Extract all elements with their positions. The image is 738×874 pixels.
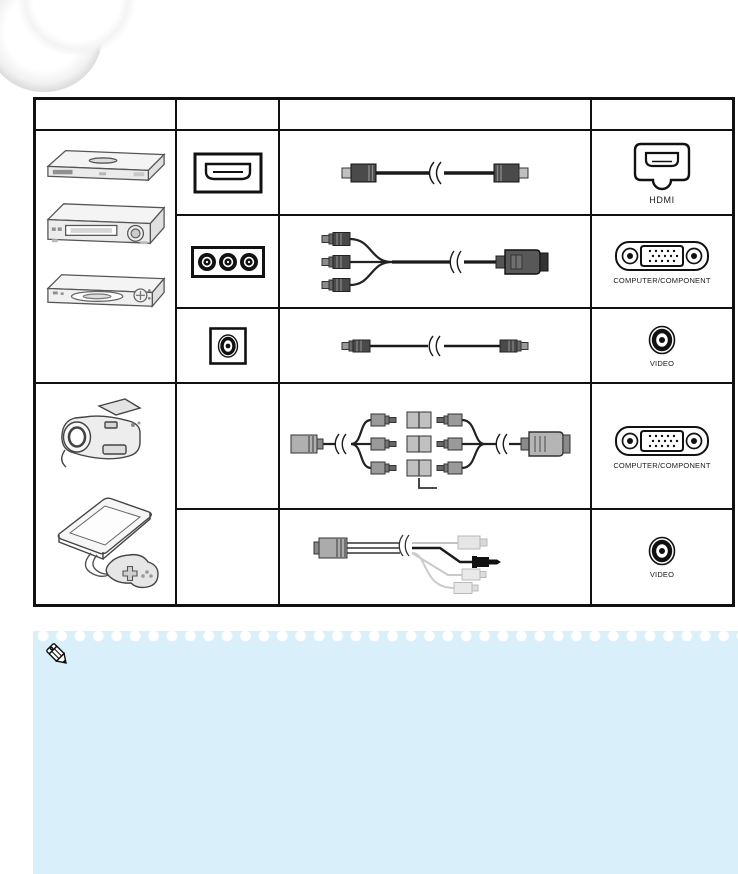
component-adapter-cable [285,400,585,492]
source-terminal-empty-cell-2 [177,510,280,604]
vga-terminal-icon [614,423,710,459]
terminal-label-computer-component-2: COMPUTER/COMPONENT [613,460,711,470]
terminal-label-video-2: VIDEO [649,570,675,580]
projector-terminal-video-cell-1 [592,309,732,384]
camcorder-console-illustration [45,390,167,598]
component-to-vga-cable [300,225,570,299]
projector-terminal-vga-cell-2 [592,384,732,510]
terminal-label-video: VIDEO [649,358,675,368]
cable-av-multi-cell [280,510,592,604]
rca-terminal-icon [645,324,679,357]
source-terminal-hdmi-cell [177,131,280,216]
connection-table [33,97,735,607]
header-projector-terminal [592,100,732,131]
dvd-vcr-settopbox-illustration [42,142,170,372]
devices-video-equipment [36,131,177,384]
terminal-label-computer-component: COMPUTER/COMPONENT [613,276,711,286]
projector-terminal-hdmi-cell [592,131,732,216]
component-output-icon [191,246,265,278]
video-output-icon [209,327,247,365]
vga-terminal-icon [614,238,710,274]
hdmi-terminal-icon [626,141,698,193]
header-source-terminal [177,100,280,131]
header-devices [36,100,177,131]
adapter-callout-line [419,478,437,488]
cable-hdmi-cell [280,131,592,216]
note-scalloped-edge [34,631,738,642]
page-corner-sphere-decoration [0,0,102,92]
source-terminal-empty-cell-1 [177,384,280,510]
rca-terminal-icon [645,535,679,568]
hdmi-cable [340,160,530,186]
cable-component-cell [280,216,592,309]
cable-component-adapter-cell [280,384,592,510]
pencil-icon [44,641,72,669]
source-terminal-component-cell [177,216,280,309]
source-terminal-video-cell [177,309,280,384]
terminal-label-hdmi: HDMI [649,194,675,205]
projector-terminal-video-cell-2 [592,510,732,604]
composite-video-cable [340,334,530,358]
av-multi-out-cable [310,517,560,597]
cable-video-cell [280,309,592,384]
projector-terminal-vga-cell-1 [592,216,732,309]
header-cable [280,100,592,131]
devices-camera-game [36,384,177,604]
note-section [33,631,738,874]
hdmi-output-icon [193,152,263,194]
